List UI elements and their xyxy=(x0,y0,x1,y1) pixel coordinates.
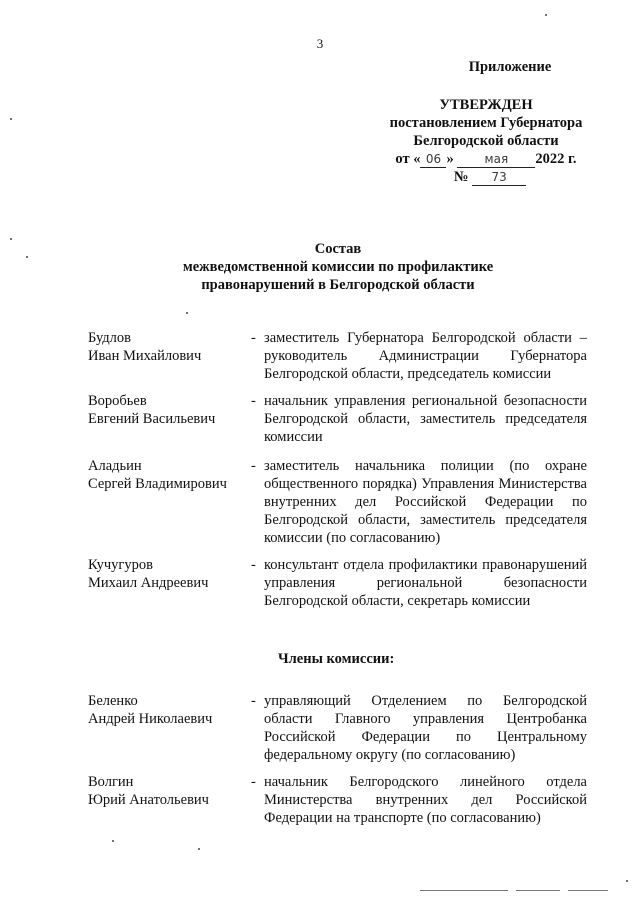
role-text: начальник Белгородского линейного отдела Министерства внутренних дел Российской Федерации на транспорте (по согласованию) xyxy=(264,774,587,826)
given-name: Сергей Владимирович xyxy=(88,476,227,492)
surname: Аладьин xyxy=(88,458,142,474)
title-line: правонарушений в Белгородской области xyxy=(201,277,475,293)
person-name xyxy=(88,556,253,592)
person-name xyxy=(88,457,253,493)
scan-speck xyxy=(626,880,628,882)
role-text: начальник управления региональной безопасности Белгородской области, заместитель председателя комиссии xyxy=(264,393,587,445)
date-month: мая xyxy=(457,152,535,168)
members-heading: Члены комиссии: xyxy=(278,651,395,667)
document-title xyxy=(0,240,640,294)
surname: Воробьев xyxy=(88,393,147,409)
title-line: межведомственной комиссии по профилактике xyxy=(182,259,494,275)
role-text: заместитель Губернатора Белгородской области – руководитель Администрации Губернатора Белгородской области, председатель комиссии xyxy=(264,330,587,382)
surname: Беленко xyxy=(88,693,138,709)
separator-dash: - xyxy=(251,393,256,409)
separator-dash: - xyxy=(251,774,256,790)
date-year: 2022 г. xyxy=(535,151,577,167)
number-prefix: № xyxy=(453,169,469,185)
scan-speck xyxy=(186,312,188,314)
approved-label: УТВЕРЖДЕН xyxy=(439,97,533,113)
scan-speck xyxy=(198,848,200,850)
date-prefix: от « xyxy=(395,151,421,167)
scan-speck xyxy=(10,238,12,240)
separator-dash: - xyxy=(251,693,256,709)
surname: Кучугуров xyxy=(88,557,153,573)
page-number: 3 xyxy=(316,36,324,51)
number-line xyxy=(378,168,602,186)
person-name xyxy=(88,392,253,428)
role-text: консультант отдела профилактики правонарушений управления региональной безопасности Белгородской области, секретарь комиссии xyxy=(264,557,587,609)
surname: Волгин xyxy=(88,774,134,790)
separator-dash: - xyxy=(251,330,256,346)
date-line xyxy=(370,150,602,168)
person-name xyxy=(88,329,253,365)
scan-speck xyxy=(112,840,114,842)
footer-line xyxy=(516,890,560,891)
given-name: Евгений Васильевич xyxy=(88,411,216,427)
region-label: Белгородской области xyxy=(413,133,559,149)
separator-dash: - xyxy=(251,557,256,573)
footer-line xyxy=(420,890,508,891)
given-name: Иван Михайлович xyxy=(88,348,202,364)
person-name xyxy=(88,773,253,809)
scan-speck xyxy=(10,118,12,120)
date-day: 06 xyxy=(420,152,446,168)
person-name xyxy=(88,692,253,728)
scan-speck xyxy=(545,14,547,16)
role-text: заместитель начальника полиции (по охране общественного порядка) Управления Министерства внутренних дел Российской Федерации по Белгородской области, заместитель председателя комиссии (по согласованию) xyxy=(264,458,587,546)
resolution-label: постановлением Губернатора xyxy=(389,115,583,131)
scan-speck xyxy=(26,256,28,258)
separator-dash: - xyxy=(251,458,256,474)
number-value: 73 xyxy=(472,170,526,186)
given-name: Михаил Андреевич xyxy=(88,575,209,591)
role-text: управляющий Отделением по Белгородской области Главного управления Центробанка Российской Федерации по Центральному федеральному округу (по согласованию) xyxy=(264,693,587,763)
date-mid: » xyxy=(446,151,454,167)
appendix-label: Приложение xyxy=(468,59,552,75)
given-name: Андрей Николаевич xyxy=(88,711,213,727)
approval-block xyxy=(370,58,602,186)
surname: Будлов xyxy=(88,330,132,346)
title-line: Состав xyxy=(314,241,362,257)
given-name: Юрий Анатольевич xyxy=(88,792,209,808)
footer-line xyxy=(568,890,608,891)
